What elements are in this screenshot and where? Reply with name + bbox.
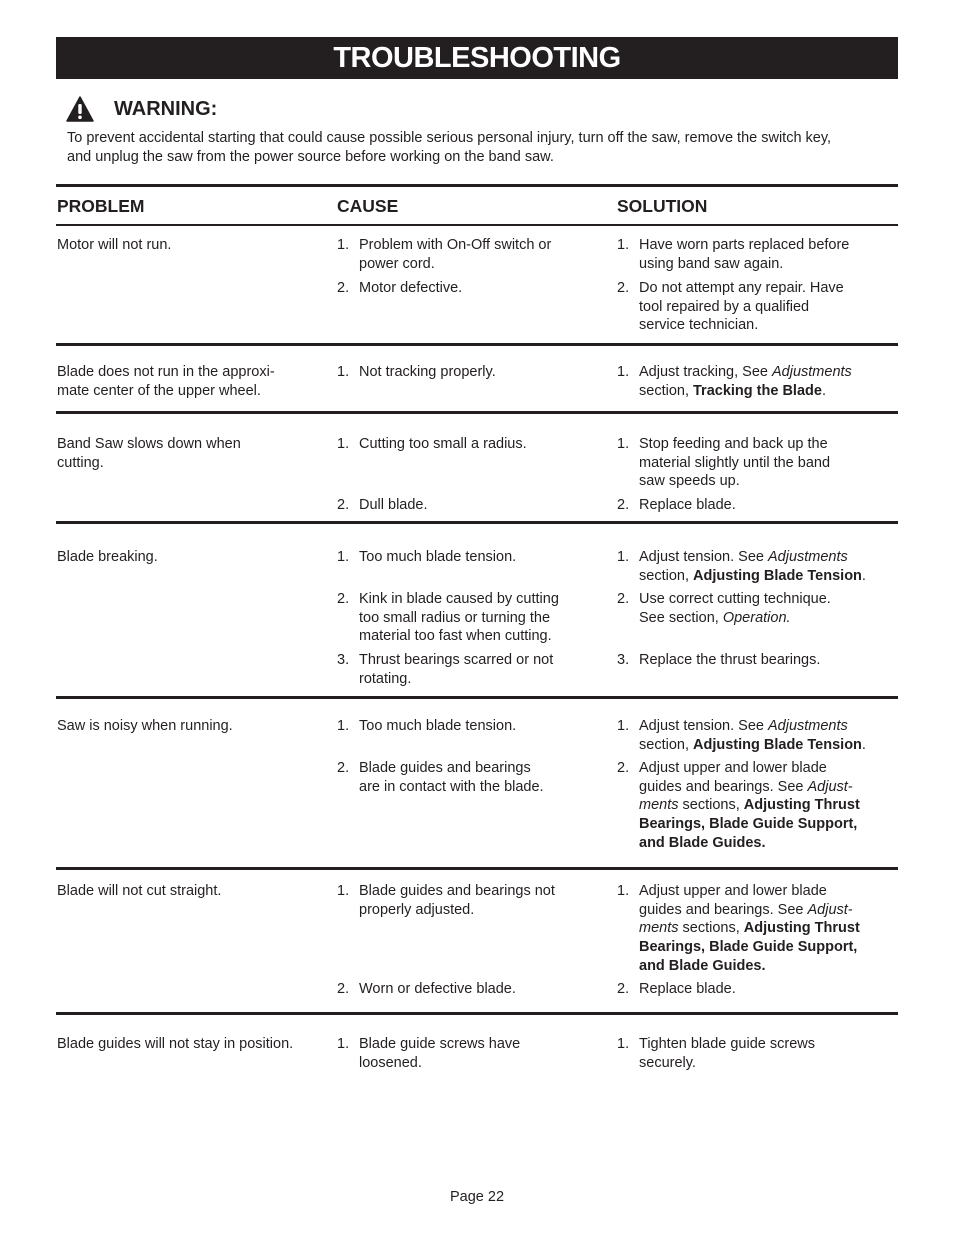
cause-item [337,279,599,298]
text-run: ments [639,920,679,937]
item-text [359,363,599,382]
warning-text-line-1: To prevent accidental starting that could cause possible serious personal injury, turn off the saw, remove the switch key, [67,130,832,146]
text-run: Blade guides will not stay in position. [57,1036,294,1052]
text-run: . [861,567,866,584]
text-run: section, [639,567,693,584]
item-number: 2. [617,760,630,776]
row-divider [56,867,898,870]
text-run: Adjust tension. See [639,718,768,734]
cause-item [337,980,599,999]
text-run: ments [639,797,679,814]
item-text [359,1035,599,1072]
item-number: 2. [617,497,630,513]
text-run: too small radius or turning the [359,609,551,626]
cause-item [337,1035,599,1072]
text-run: Adjusting Thrust [743,920,860,937]
text-run: Not tracking properly. [359,364,496,380]
text-run: section, [639,382,693,399]
item-number: 1. [337,883,350,899]
text-run: Do not attempt any repair. Have [639,280,844,296]
item-text [359,590,599,646]
text-run: Blade guides and bearings [359,760,531,776]
text-run: Dull blade. [359,497,428,513]
warning-triangle-icon [66,96,94,122]
text-run: sections, [678,920,744,937]
text-run: Bearings, Blade Guide Support, [639,816,858,833]
item-number: 2. [337,981,350,997]
text-run: . [821,382,826,399]
item-text [639,717,897,754]
item-number: 2. [337,760,350,776]
text-run: Blade guide screws have [359,1036,521,1052]
text-run: Adjusting Blade Tension [693,567,862,584]
solution-item [617,882,897,976]
text-run: mate center of the upper wheel. [57,382,261,399]
item-text [639,236,897,273]
cause-item [337,590,599,646]
text-run: Problem with On-Off switch or [359,237,552,253]
problem-cell [57,548,319,567]
text-run: guides and bearings. See [639,778,808,795]
solution-item [617,435,897,491]
item-text [359,651,599,688]
text-run: Blade guides and bearings not [359,883,555,899]
page-number: Page 22 [449,1189,505,1205]
solution-item [617,496,897,515]
header-cause: CAUSE [337,196,399,216]
text-run: Too much blade tension. [359,718,517,734]
row-divider [56,411,898,414]
solution-item [617,980,897,999]
solution-item [617,759,897,853]
text-run: service technician. [639,317,759,334]
item-number: 1. [337,237,350,253]
item-text [639,1035,897,1072]
problem-cell [57,236,319,255]
text-run: Use correct cutting technique. [639,591,831,607]
text-run: See section, [639,609,723,626]
text-run: Bearings, Blade Guide Support, [639,939,858,956]
cause-item [337,363,599,382]
problem-cell [57,717,319,736]
item-text [359,980,599,999]
text-run: using band saw again. [639,255,784,272]
item-number: 1. [617,364,630,380]
solution-item [617,717,897,754]
item-text [639,759,897,853]
text-run: Operation. [722,609,791,626]
text-run: are in contact with the blade. [359,778,544,795]
text-run: Adjusting Thrust [743,797,860,814]
text-run: Too much blade tension. [359,549,517,565]
text-run: material slightly until the band [639,454,831,471]
cause-item [337,759,599,796]
solution-item [617,279,897,335]
item-number: 1. [337,549,350,565]
solution-item [617,363,897,400]
cause-item [337,548,599,567]
text-run: saw speeds up. [639,473,740,490]
solution-item [617,651,897,670]
text-run: Adjustments [767,549,848,565]
text-run: Replace blade. [639,497,736,513]
problem-cell [57,363,319,400]
item-text [359,279,599,298]
text-run: tool repaired by a qualified [639,298,810,315]
item-number: 1. [617,1036,630,1052]
item-number: 1. [617,549,630,565]
text-run: Kink in blade caused by cutting [359,591,559,607]
problem-cell [57,435,319,472]
problem-cell [57,1035,319,1054]
text-run: Adjust upper and lower blade [639,760,827,776]
item-text [359,496,599,515]
text-run: Cutting too small a radius. [359,436,527,452]
cause-item [337,651,599,688]
solution-item [617,590,897,627]
header-problem: PROBLEM [57,196,145,216]
item-number: 1. [617,718,630,734]
solution-item [617,548,897,585]
text-run: sections, [678,797,744,814]
text-run: Blade will not cut straight. [57,883,222,899]
item-text [639,980,897,999]
item-text [639,882,897,976]
header-rule [56,224,898,226]
row-divider [56,343,898,346]
warning-text-line-2: and unplug the saw from the power source before working on the band saw. [67,149,554,165]
item-text [359,548,599,567]
text-run: Tracking the Blade [693,382,822,399]
item-text [359,759,599,796]
cause-item [337,882,599,919]
item-text [639,496,897,515]
text-run: Motor will not run. [57,237,172,253]
item-text [639,548,897,585]
cause-item [337,435,599,454]
item-number: 1. [337,1036,350,1052]
item-number: 2. [617,981,630,997]
text-run: Adjust tracking, See [639,364,772,380]
text-run: Worn or defective blade. [359,981,516,997]
text-run: . [861,736,866,753]
problem-cell [57,882,319,901]
item-text [359,236,599,273]
text-run: Motor defective. [359,280,463,296]
item-text [359,717,599,736]
text-run: Blade does not run in the approxi- [57,364,275,380]
item-number: 2. [617,280,630,296]
warning-label: WARNING: [114,97,218,120]
text-run: Adjustments [767,718,848,734]
text-run: Blade breaking. [57,549,158,565]
item-number: 1. [337,718,350,734]
item-text [639,363,897,400]
text-run: loosened. [359,1054,422,1071]
row-divider [56,521,898,524]
text-run: Replace the thrust bearings. [639,652,821,668]
text-run: power cord. [359,255,435,272]
solution-item [617,1035,897,1072]
text-run: and Blade Guides. [639,834,766,851]
item-number: 2. [337,497,350,513]
page-title: TROUBLESHOOTING [56,37,898,79]
cause-item [337,496,599,515]
text-run: Stop feeding and back up the [639,436,828,452]
item-number: 3. [617,652,630,668]
text-run: Have worn parts replaced before [639,237,850,253]
item-text [639,435,897,491]
text-run: Adjust- [807,901,853,918]
item-number: 2. [337,591,350,607]
row-divider [56,696,898,699]
warning-heading [66,94,217,124]
text-run: securely. [639,1054,696,1071]
solution-item [617,236,897,273]
text-run: Replace blade. [639,981,736,997]
warning-text [67,129,897,167]
text-run: Thrust bearings scarred or not [359,652,554,668]
text-run: rotating. [359,670,412,687]
cause-item [337,236,599,273]
text-run: properly adjusted. [359,901,475,918]
item-text [359,435,599,454]
text-run: Adjusting Blade Tension [693,736,862,753]
row-divider [56,1012,898,1015]
item-text [639,590,897,627]
text-run: cutting. [57,454,104,471]
item-number: 2. [337,280,350,296]
text-run: and Blade Guides. [639,957,766,974]
table-top-rule [56,184,898,187]
text-run: Band Saw slows down when [57,436,241,452]
item-number: 1. [337,436,350,452]
item-number: 1. [617,436,630,452]
text-run: material too fast when cutting. [359,628,552,645]
item-number: 1. [337,364,350,380]
text-run: Tighten blade guide screws [639,1036,815,1052]
item-number: 3. [337,652,350,668]
item-number: 2. [617,591,630,607]
item-number: 1. [617,883,630,899]
item-text [359,882,599,919]
header-solution: SOLUTION [617,196,708,216]
text-run: section, [639,736,693,753]
text-run: Adjust upper and lower blade [639,883,827,899]
cause-item [337,717,599,736]
text-run: Saw is noisy when running. [57,718,233,734]
text-run: Adjust tension. See [639,549,768,565]
text-run: guides and bearings. See [639,901,808,918]
text-run: Adjust- [807,778,853,795]
item-text [639,651,897,670]
item-number: 1. [617,237,630,253]
text-run: Adjustments [772,364,852,380]
item-text [639,279,897,335]
